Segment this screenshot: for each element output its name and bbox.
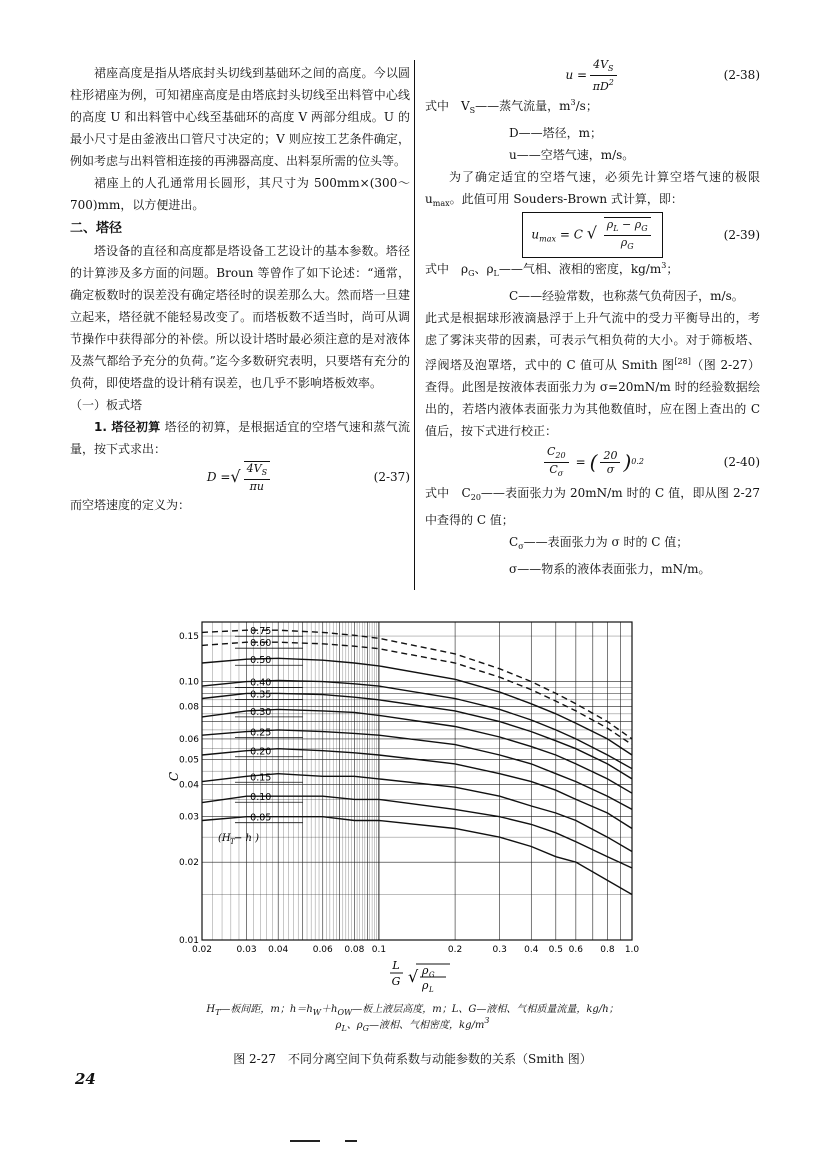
- y-tick-label: 0.06: [178, 734, 199, 745]
- figure-note-line1: $H_T—$板间距，m；$h=h_W+h_{OW}—$板上液层高度，m；L、G—液相、气相质量流量，kg/h；: [206, 1004, 619, 1017]
- y-tick-label: 0.10: [178, 677, 199, 688]
- svg-text:(H: (H: [218, 833, 231, 844]
- series-label: 0.30: [250, 706, 272, 718]
- svg-text:G: G: [429, 971, 435, 979]
- y-tick-label: 0.05: [178, 755, 199, 766]
- definition-c20: 式中 $C_{20}——$表面张力为 20mN/m 时的 C 值，即从图 2-27 中查得的 C 值；: [425, 486, 760, 527]
- footer-mark: [290, 1140, 320, 1142]
- figure-caption: 图 2-27 不同分离空间下负荷系数与动能参数的关系（Smith 图）: [233, 1052, 592, 1066]
- equation-2-40: $\frac{C_{20}}{C_\sigma}$ = ( $\frac{20}{\sigma}$ ) 0.2 (2-40): [425, 442, 760, 482]
- definition-vs: 式中 $V_S——$蒸气流量，$m^3/s$；: [425, 98, 598, 115]
- footer-mark: [345, 1140, 357, 1142]
- x-tick-label: 0.08: [344, 945, 365, 955]
- definition-densities: 式中 $\rho_G$、$\rho_L——$气相、液相的密度，$kg/m^3$；: [425, 261, 679, 278]
- svg-text:L: L: [392, 959, 400, 972]
- x-tick-label: 0.5: [548, 945, 563, 955]
- equation-number: (2-37): [373, 470, 410, 484]
- svg-text:√: √: [408, 967, 419, 986]
- paragraph-lead: 1. 塔径初算: [94, 420, 161, 434]
- svg-text:T: T: [230, 838, 235, 846]
- paragraph-souders-brown: 为了确定适宜的空塔气速，必须先计算空塔气速的极限 $u_{max}$。此值可用 Souders-Brown 式计算，即：: [425, 170, 760, 208]
- column-divider: [414, 60, 415, 590]
- x-tick-label: 1.0: [624, 945, 640, 955]
- series-label: 0.20: [250, 746, 272, 758]
- x-tick-label: 0.1: [371, 945, 387, 955]
- x-tick-label: 0.6: [568, 945, 584, 955]
- x-tick-label: 0.4: [524, 945, 539, 955]
- x-tick-label: 0.06: [312, 945, 333, 955]
- y-tick-label: 0.08: [178, 702, 199, 713]
- y-tick-label: 0.02: [178, 858, 199, 869]
- equation-number: (2-39): [723, 228, 760, 242]
- svg-text:− h ): − h ): [234, 833, 260, 844]
- series-label: 0.40: [250, 677, 272, 689]
- equation-2-38: u = $\frac{4V_S}{\pi D^2}$ (2-38): [565, 57, 760, 93]
- series-label: 0.15: [250, 772, 272, 784]
- left-column: [70, 62, 410, 516]
- y-tick-label: 0.03: [178, 812, 199, 823]
- y-tick-label: 0.04: [178, 780, 199, 791]
- equation-number: (2-38): [723, 68, 760, 82]
- x-tick-label: 0.02: [191, 945, 213, 955]
- y-tick-label: 0.01: [178, 936, 199, 946]
- x-tick-label: 0.3: [492, 945, 507, 955]
- y-tick-label: 0.15: [178, 632, 199, 643]
- subsection-heading-plate-tower: （一）板式塔: [70, 398, 143, 412]
- paragraph-superficial-velocity: 而空塔速度的定义为：: [70, 498, 191, 512]
- x-tick-label: 0.2: [447, 945, 463, 955]
- x-tick-label: 0.04: [268, 945, 289, 955]
- definition-c: C——经验常数，也称蒸气负荷因子，m/s。: [509, 289, 744, 303]
- series-label: 0.75: [250, 626, 272, 638]
- svg-text:G: G: [391, 975, 401, 988]
- chart-labels: [179, 626, 639, 955]
- curve-parameter-label: [218, 833, 259, 846]
- equation-2-39: $u_{max} = C$ √ $\frac{\rho_L - \rho_G}{\rho_G}$ (2-39): [425, 215, 760, 255]
- x-tick-label: 0.03: [236, 945, 257, 955]
- series-label: 0.25: [250, 727, 272, 739]
- equation-2-37: D = √ $\frac{4V_S}{\pi u}$ (2-37): [206, 462, 410, 493]
- definition-csigma: $C_\sigma——$表面张力为 σ 时的 C 值；: [509, 535, 689, 551]
- svg-text:ρ: ρ: [422, 964, 429, 977]
- paragraph-initial-estimate: 1. 塔径初算 塔径的初算，是根据适宜的空塔气速和蒸气流量，按下式求出：: [70, 420, 410, 456]
- definition-u: u——空塔气速，m/s。: [509, 148, 635, 162]
- section-heading-tower-diameter: 二、塔径: [70, 221, 123, 236]
- series-label: 0.05: [250, 812, 272, 824]
- series-label: 0.60: [250, 638, 272, 650]
- x-tick-label: 0.8: [600, 945, 615, 955]
- svg-text:L: L: [429, 986, 434, 994]
- equation-number: (2-40): [723, 455, 760, 469]
- smith-chart: [167, 608, 650, 1013]
- y-axis-label: C: [167, 771, 181, 781]
- page-number: 24: [75, 1070, 96, 1088]
- paragraph-manhole: 裙座上的人孔通常用长圆形，其尺寸为 500mm×(300～700)mm，以方便进出。: [70, 176, 410, 212]
- paragraph-smith-chart: 此式是根据球形液滴悬浮于上升气流中的受力平衡导出的，考虑了雾沫夹带的因素，可表示气相负荷的大小。对于筛板塔、浮阀塔及泡罩塔，式中的 C 值可从 Smith 图[28]（图 2-27）查得。此图是按液体表面张力为 σ=20mN/m 时的经验数据绘出的，若塔内液体表面张力为其他数值时，应在图上查出的 C 值后，按下式进行校正：: [425, 311, 760, 438]
- right-column: [425, 57, 760, 580]
- figure-note-line2: $\rho_L$、$\rho_G—$液相、气相密度，$kg/m^3$: [335, 1016, 490, 1033]
- paragraph-skirt-height: 裙座高度是指从塔底封头切线到基础环之间的高度。今以圆柱形裙座为例，可知裙座高度是由塔底封头切线至出料管中心线的高度 U 和出料管中心线至基础环的高度 V 两部分组成。U 的最小尺寸是由釜液出口管尺寸决定的；V 则应按工艺条件确定，例如考虑与出料管相连接的再沸器高度、出料泵所需的位头等。: [70, 66, 410, 168]
- definition-sigma: σ——物系的液体表面张力，mN/m。: [509, 562, 711, 576]
- definition-d: D——塔径，m；: [509, 126, 603, 140]
- paragraph-diameter-intro: 塔设备的直径和高度都是塔设备工艺设计的基本参数。塔径的计算涉及多方面的问题。Broun 等曾作了如下论述：“通常，确定板数时的误差没有确定塔径时的误差那么大。然而塔一旦建立起来，塔径就不能轻易改变了。而塔板数不适当时，尚可从调节操作中获得部分的补偿。所以设计塔时最必须注意的是对液体及蒸气都给予充分的负荷。”迄今多数研究表明，只要塔有充分的负荷，即使塔盘的设计稍有误差，也几乎不影响塔板效率。: [70, 244, 410, 390]
- series-label: 0.50: [250, 655, 272, 667]
- x-axis-label: [390, 959, 450, 994]
- series-label: 0.35: [250, 689, 272, 701]
- svg-text:ρ: ρ: [422, 979, 429, 992]
- series-label: 0.10: [250, 792, 272, 804]
